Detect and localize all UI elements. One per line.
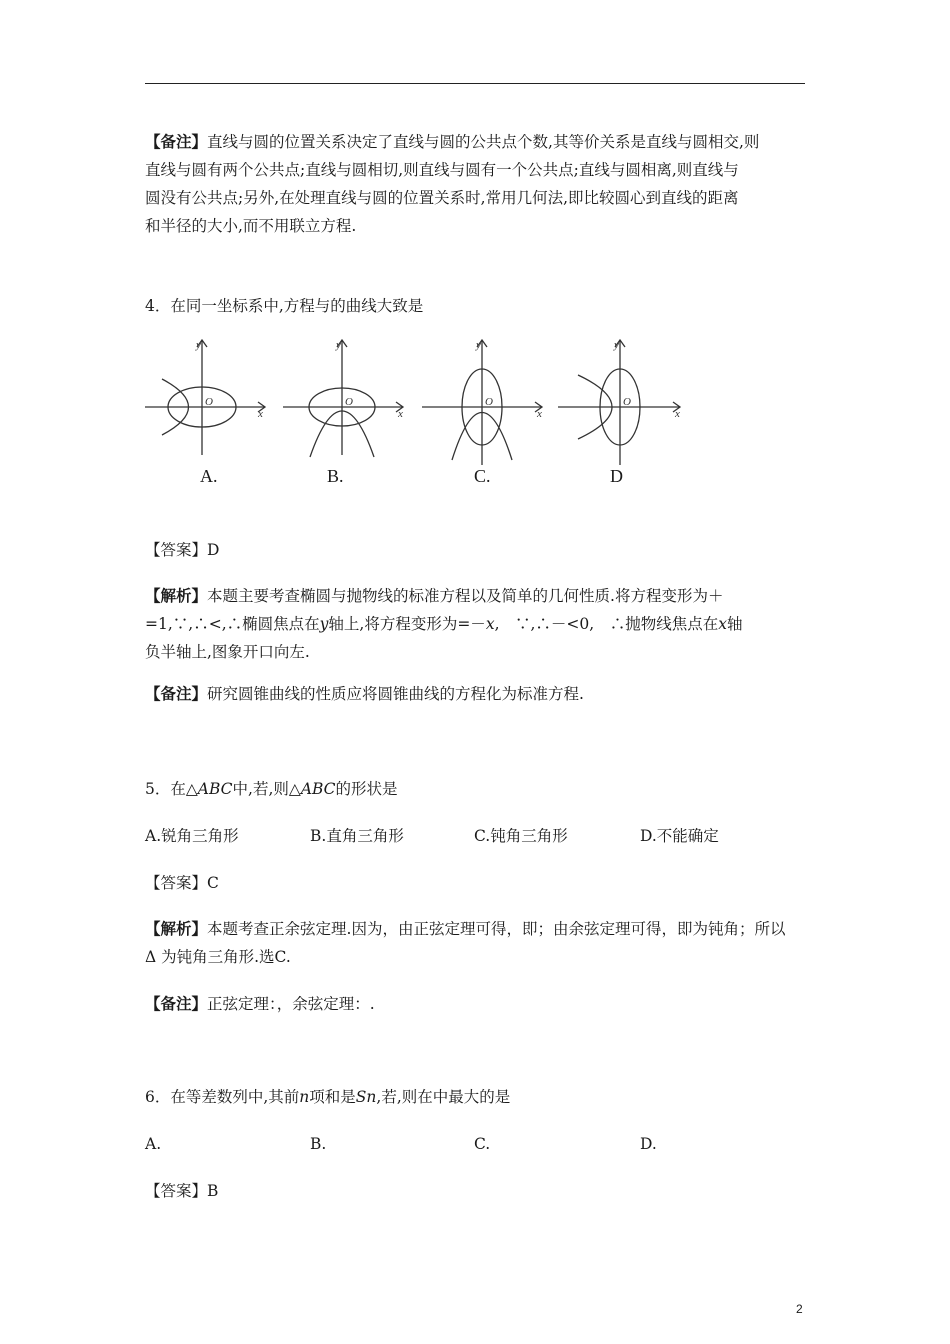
- answer-value: D: [207, 541, 220, 559]
- axis-label-y: y: [614, 339, 619, 351]
- answer-value: B: [207, 1182, 219, 1200]
- origin-label: O: [345, 396, 353, 408]
- option-b: B.: [310, 1135, 327, 1153]
- axis-label-x: x: [675, 408, 680, 420]
- question-5-analysis: 【解析】本题考查正余弦定理.因为，由正弦定理可得，即；由余弦定理可得，即为钝角；所以 Δ 为钝角三角形.选C.: [145, 919, 786, 966]
- note-block-1: [145, 128, 809, 240]
- option-d: D.不能确定: [640, 827, 719, 845]
- page-number: 2: [796, 1302, 803, 1316]
- axis-label-y: y: [476, 339, 481, 351]
- question-4-analysis: 【解析】本题主要考查椭圆与抛物线的标准方程以及简单的几何性质.将方程变形为＋ =1,∵,∴<,∴椭圆焦点在y轴上,将方程变形为=－x, ∵,∴－<0, ∴抛物线焦点在x轴 负半轴上,图象开口向左.: [145, 586, 743, 661]
- question-4-answer: 【答案】D: [145, 541, 220, 559]
- question-6-answer: 【答案】B: [145, 1182, 219, 1200]
- origin-label: O: [205, 396, 213, 408]
- origin-label: O: [485, 396, 493, 408]
- axis-label-x: x: [398, 408, 403, 420]
- axis-label-x: x: [258, 408, 263, 420]
- conic-sketches: [140, 335, 700, 465]
- axis-label-y: y: [336, 339, 341, 351]
- question-5-answer: 【答案】C: [145, 874, 219, 892]
- option-c: C.钝角三角形: [474, 827, 568, 845]
- axis-label-x: x: [537, 408, 542, 420]
- figure-b: [283, 340, 403, 457]
- axis-label-y: y: [196, 339, 201, 351]
- note-tag: 【备注】: [145, 132, 208, 151]
- figure-c: [422, 340, 542, 465]
- question-4-stem: 4．在同一坐标系中,方程与的曲线大致是: [145, 297, 424, 315]
- option-a: A.: [145, 1135, 162, 1153]
- option-d: D.: [640, 1135, 657, 1153]
- note-line: 直线与圆有两个公共点;直线与圆相切,则直线与圆有一个公共点;直线与圆相离,则直线与: [145, 161, 739, 179]
- note-line: 直线与圆的位置关系决定了直线与圆的公共点个数,其等价关系是直线与圆相交,则: [207, 133, 760, 151]
- answer-value: C: [207, 874, 219, 892]
- option-a: A.锐角三角形: [145, 827, 239, 845]
- figure-label-c: C.: [474, 466, 491, 486]
- origin-label: O: [623, 396, 631, 408]
- header-rule: [145, 83, 805, 84]
- option-c: C.: [474, 1135, 491, 1153]
- question-5-note: 【备注】正弦定理：，余弦定理：.: [145, 994, 375, 1013]
- figure-label-a: A.: [200, 466, 218, 486]
- question-5-stem: 5．在△ABC中,若,则△ABC的形状是: [145, 780, 398, 798]
- question-6-stem: 6．在等差数列中,其前n项和是Sn,若,则在中最大的是: [145, 1088, 511, 1106]
- figure-label-b: B.: [327, 466, 344, 486]
- option-b: B.直角三角形: [310, 827, 404, 845]
- question-4-note: 【备注】研究圆锥曲线的性质应将圆锥曲线的方程化为标准方程.: [145, 684, 584, 703]
- figure-d: [558, 340, 680, 465]
- note-line: 和半径的大小,而不用联立方程.: [145, 217, 357, 235]
- note-line: 圆没有公共点;另外,在处理直线与圆的位置关系时,常用几何法,即比较圆心到直线的距离: [145, 189, 739, 207]
- figure-label-d: D: [610, 466, 623, 486]
